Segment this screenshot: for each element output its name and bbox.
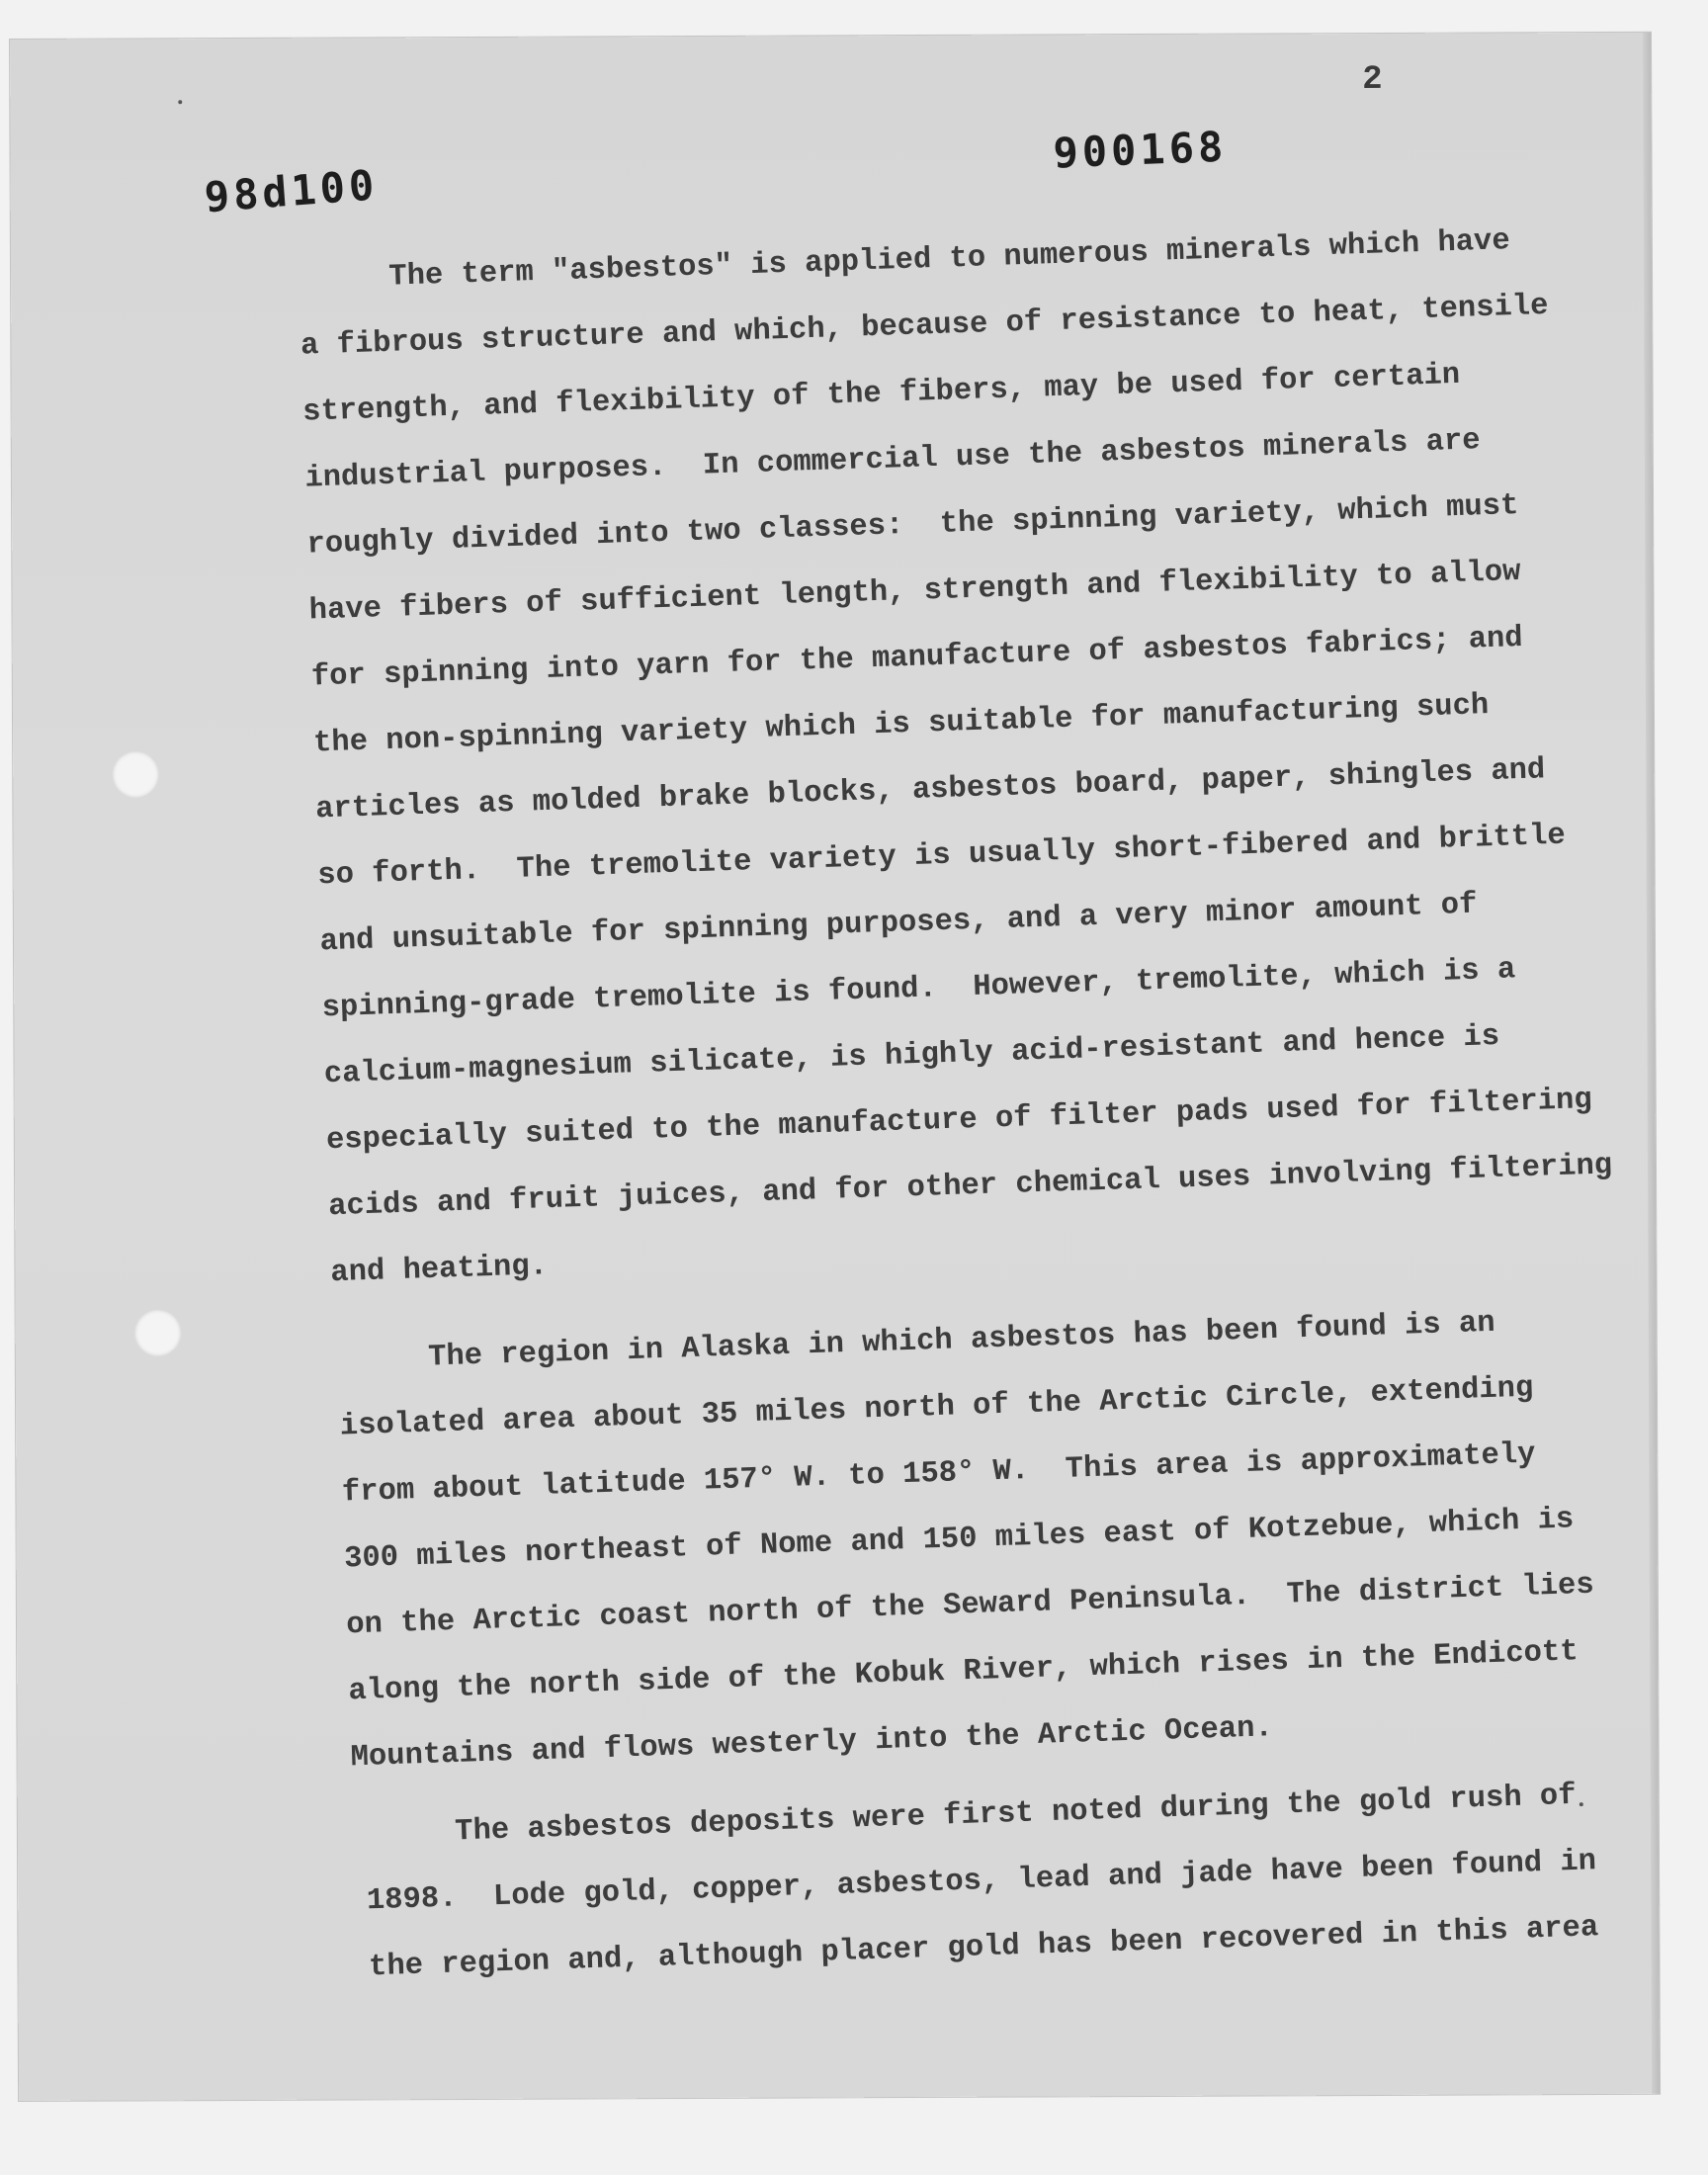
paragraph-alaska-region: [337, 1289, 1595, 1791]
text-line: roughly divided into two classes: the spinning variety, which must: [306, 488, 1519, 563]
paragraph-deposit-history: [364, 1764, 1599, 2002]
text-line: acids and fruit juices, and for other chemical uses involving filtering: [327, 1149, 1613, 1225]
punch-hole: [112, 750, 159, 798]
text-line: and heating.: [329, 1250, 549, 1291]
text-line: The region in Alaska in which asbestos has been found is an: [337, 1306, 1496, 1378]
text-line: 300 miles northeast of Nome and 150 miles east of Kotzebue, which is: [343, 1503, 1575, 1577]
page-number: 2: [1362, 60, 1383, 100]
text-line: have fibers of sufficient length, strength and flexibility to allow: [308, 555, 1522, 629]
punch-hole: [134, 1309, 182, 1356]
text-line: industrial purposes. In commercial use the asbestos minerals are: [303, 424, 1482, 496]
text-line: along the north side of the Kobuk River, which rises in the Endicott: [348, 1635, 1580, 1709]
text-line: especially suited to the manufacture of filter pads used for filtering: [325, 1083, 1593, 1159]
text-line: spinning-grade tremolite is found. However, tremolite, which is a: [321, 953, 1516, 1026]
text-line: The asbestos deposits were first noted during the gold rush of: [364, 1779, 1578, 1853]
document-stamp-right: 900168: [1052, 122, 1229, 178]
scan-speck: [178, 100, 182, 104]
text-line: from about latitude 157° W. to 158° W. This area is approximately: [341, 1437, 1537, 1511]
text-line: calcium-magnesium silicate, is highly acid-resistant and hence is: [323, 1019, 1500, 1092]
paragraph-asbestos-definition: [298, 209, 1613, 1307]
page-edge-shadow: [1643, 33, 1660, 2094]
text-line: on the Arctic coast north of the Seward Peninsula. The district lies: [345, 1568, 1595, 1643]
document-stamp-left: 98d100: [203, 160, 380, 222]
text-line: isolated area about 35 miles north of the Arctic Circle, extending: [339, 1371, 1534, 1444]
text-line: for spinning into yarn for the manufacture of asbestos fabrics; and: [310, 621, 1524, 695]
text-line: articles as molded brake blocks, asbestos board, paper, shingles and: [314, 753, 1546, 827]
text-line: strength, and flexibility of the fibers, may be used for certain: [301, 358, 1461, 430]
text-line: the region and, although placer gold has been recovered in this area: [368, 1911, 1599, 1985]
text-line: a fibrous structure and which, because of resistance to heat, tensile: [299, 289, 1549, 364]
text-line: so forth. The tremolite variety is usually short-fibered and brittle: [316, 819, 1567, 894]
text-line: the non-spinning variety which is suitable for manufacturing such: [312, 689, 1490, 761]
text-line: The term "asbestos" is applied to numerous minerals which have: [298, 224, 1511, 298]
document-page: [10, 33, 1660, 2101]
text-line: Mountains and flows westerly into the Arctic Ocean.: [350, 1711, 1274, 1776]
text-line: and unsuitable for spinning purposes, and a very minor amount of: [319, 888, 1478, 960]
text-line: 1898. Lode gold, copper, asbestos, lead and jade have been found in: [366, 1845, 1597, 1919]
